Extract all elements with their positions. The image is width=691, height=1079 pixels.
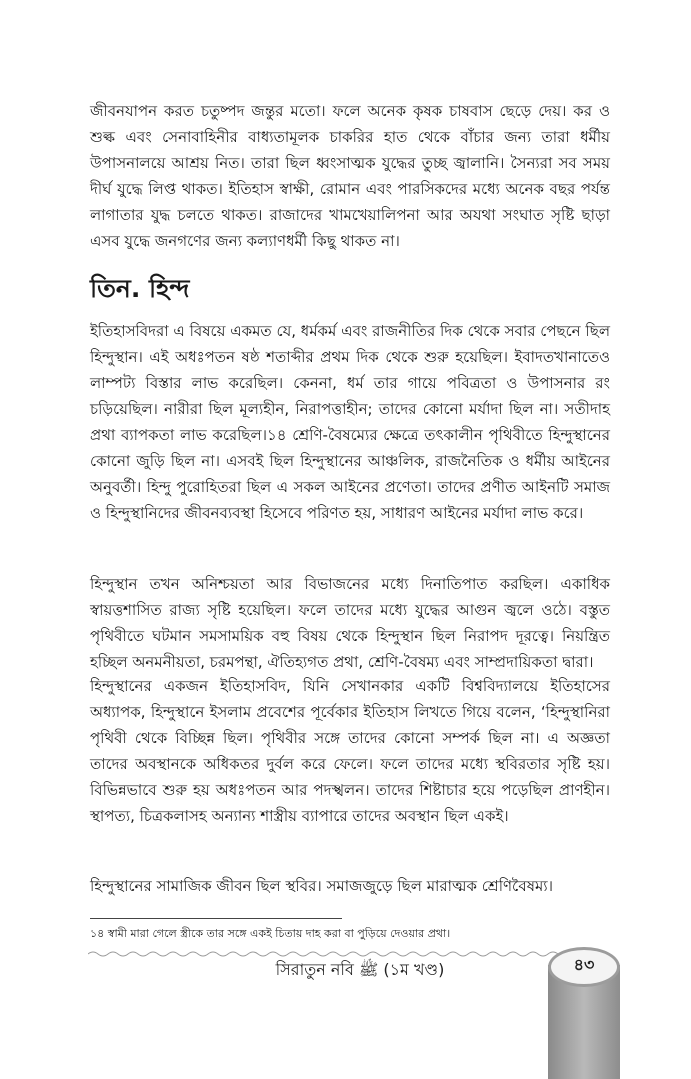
footnote-divider bbox=[90, 918, 342, 919]
section-heading: তিন. হিন্দ bbox=[90, 274, 190, 303]
body-paragraph-2: ইতিহাসবিদরা এ বিষয়ে একমত যে, ধর্মকর্ম এবং রাজনীতির দিক থেকে সবার পেছনে ছিল হিন্দুস্থান। এই অধঃপতন ষষ্ঠ শতাব্দীর প্রথম দিক থেকে শুরু হয়েছিল। ইবাদতখানাতেও লাম্পট্য বিস্তার লাভ করেছিল। কেননা, ধর্ম তার গায়ে পবিত্রতা ও উপাসনার রং চড়িয়েছিল। নারীরা ছিল মূল্যহীন, নিরাপত্তাহীন; তাদের কোনো মর্যাদা ছিল না। সতীদাহ প্রথা ব্যাপকতা লাভ করেছিল।১৪ শ্রেণি-বৈষম্যের ক্ষেত্রে তৎকালীন পৃথিবীতে হিন্দুস্থানের কোনো জুড়ি ছিল না। এসবই ছিল হিন্দুস্থানের আঞ্চলিক, রাজনৈতিক ও ধর্মীয় আইনের অনুবর্তী। হিন্দু পুরোহিতরা ছিল এ সকল আইনের প্রণেতা। তাদের প্রণীত আইনটি সমাজ ও হিন্দুস্থানিদের জীবনব্যবস্থা হিসেবে পরিণত হয়, সাধারণ আইনের মর্যাদা লাভ করে। bbox=[90, 322, 610, 522]
footer-wavy-line bbox=[88, 950, 608, 958]
body-paragraph-4: হিন্দুস্থানের একজন ইতিহাসবিদ, যিনি সেখানকার একটি বিশ্ববিদ্যালয়ে ইতিহাসের অধ্যাপক, হিন্দুস্থানে ইসলাম প্রবেশের পূর্বেকার ইতিহাস লিখতে গিয়ে বলেন, ‘হিন্দুস্থানিরা পৃথিবী থেকে বিচ্ছিন্ন ছিল। পৃথিবীর সঙ্গে তাদের কোনো সম্পর্ক ছিল না। এ অজ্ঞতা তাদের অবস্থানকে অধিকতর দুর্বল করে ফেলে। ফলে তাদের মধ্যে স্থবিরতার সৃষ্টি হয়। বিভিন্নভাবে শুরু হয় অধঃপতন আর পদস্খলন। তাদের শিষ্টাচার হয়ে পড়েছিল প্রাণহীন। স্থাপত্য, চিত্রকলাসহ অন্যান্য শাস্ত্রীয় ব্যাপারে তাদের অবস্থান ছিল একই। bbox=[90, 677, 610, 825]
page-number: ৪৩ bbox=[573, 955, 595, 974]
running-head: সিরাতুন নবি ﷺ (১ম খণ্ড) bbox=[275, 960, 445, 979]
footnote: ১৪ স্বামী মারা গেলে স্ত্রীকে তার সঙ্গে একই চিতায় দাহ করা বা পুড়িয়ে দেওয়ার প্রথা। bbox=[90, 927, 451, 940]
body-paragraph-3: হিন্দুস্থান তখন অনিশ্চয়তা আর বিভাজনের মধ্যে দিনাতিপাত করছিল। একাধিক স্বায়ত্তশাসিত রাজ্য সৃষ্টি হয়েছিল। ফলে তাদের মধ্যে যুদ্ধের আগুন জ্বলে ওঠে। বস্তুত পৃথিবীতে ঘটমান সমসাময়িক বহু বিষয় থেকে হিন্দুস্থান ছিল নিরাপদ দূরত্বে। নিয়ন্ত্রিত হচ্ছিল অনমনীয়তা, চরমপন্থা, ঐতিহ্যগত প্রথা, শ্রেণি-বৈষম্য এবং সাম্প্রদায়িকতা দ্বারা। bbox=[90, 575, 610, 671]
body-paragraph-5: হিন্দুস্থানের সামাজিক জীবন ছিল স্থবির। সমাজজুড়ে ছিল মারাত্মক শ্রেণিবৈষম্য। bbox=[90, 877, 554, 895]
body-paragraph-1: জীবনযাপন করত চতুষ্পদ জন্তুর মতো। ফলে অনেক কৃষক চাষবাস ছেড়ে দেয়। কর ও শুল্ক এবং সেনাবাহিনীর বাধ্যতামূলক চাকরির হাত থেকে বাঁচার জন্য তারা ধর্মীয় উপাসনালয়ে আশ্রয় নিত। তারা ছিল ধ্বংসাত্মক যুদ্ধের তুচ্ছ জ্বালানি। সৈন্যরা সব সময় দীর্ঘ যুদ্ধে লিপ্ত থাকত। ইতিহাস স্বাক্ষী, রোমান এবং পারসিকদের মধ্যে অনেক বছর পর্যন্ত লাগাতার যুদ্ধ চলতে থাকত। রাজাদের খামখেয়ালিপনা আর অযথা সংঘাত সৃষ্টি ছাড়া এসব যুদ্ধে জনগণের জন্য কল্যাণধর্মী কিছু থাকত না। bbox=[90, 102, 610, 250]
